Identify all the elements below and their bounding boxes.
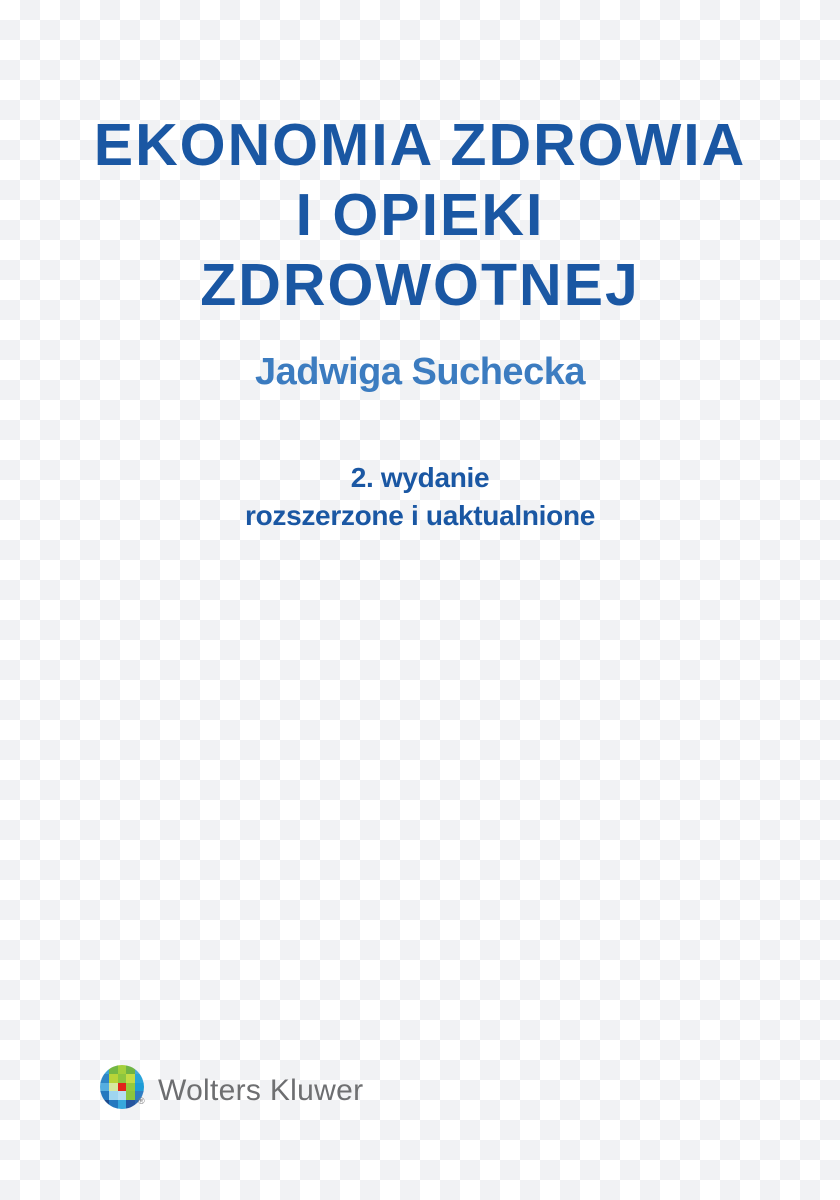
book-title <box>0 110 840 320</box>
publisher-wordmark: Wolters Kluwer <box>158 1074 364 1107</box>
book-title-line-3: ZDROWOTNEJ <box>200 252 640 318</box>
book-title-line-1: EKONOMIA ZDROWIA <box>93 112 747 178</box>
edition-number: 2. wydanie <box>350 462 490 493</box>
edition-description: rozszerzone i uaktualnione <box>244 500 596 531</box>
book-title-line-2: I OPIEKI <box>295 182 545 248</box>
book-edition <box>0 459 840 535</box>
book-author: Jadwiga Suchecka <box>255 351 585 393</box>
registered-trademark-symbol: ® <box>138 1096 145 1106</box>
